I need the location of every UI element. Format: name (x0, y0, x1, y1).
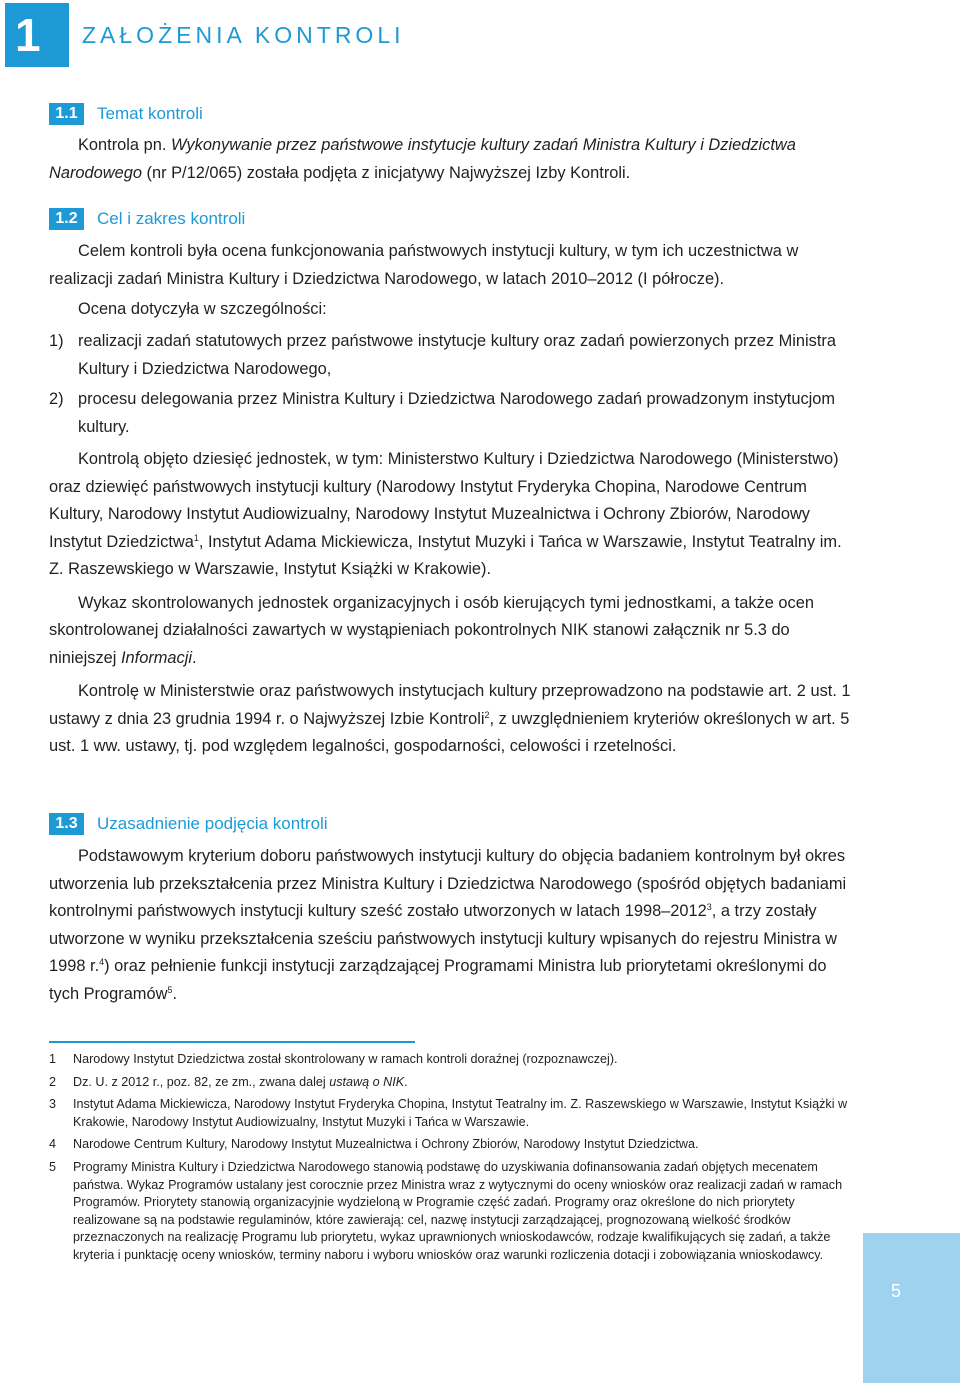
footnote-3: 3 Instytut Adama Mickiewicza, Narodowy Instytut Fryderyka Chopina, Instytut Teatralny im. Z. Raszewskiego w Warszawie, Instytut Książki w Krakowie, Narodowy Instytut Audiowizualny, Instytut Muzyki i Tańca w Warszawie. (49, 1097, 848, 1129)
paragraph: Kontrolą objęto dziesięć jednostek, w tym: Ministerstwo Kultury i Dziedzictwa Narodowego (Ministerstwo) oraz dziewięć państwowych instytucji kultury (Narodowy Instytut Fryderyka Chopina, Narodowe Centrum Kultury, Narodowy Instytut Audiowizualny, Narodowy Instytut Muzealnictwa i Ochrony Zbiorów, Narodowy Instytut Dziedzictwa$^1$, Instytut Adama Mickiewicza, Instytut Muzyki i Tańca w Warszawie, Instytut Teatralny im. Z. Raszewskiego w Warszawie, Instytut Książki w Krakowie). (49, 450, 842, 578)
section-title: Uzasadnienie podjęcia kontroli (97, 814, 328, 833)
chapter-title: ZAŁOŻENIA KONTROLI (82, 22, 405, 48)
section-number: 1.3 (49, 813, 84, 835)
page-number-box (863, 1233, 960, 1383)
paragraph: Podstawowym kryterium doboru państwowych instytucji kultury do objęcia badaniem kontrolnym był okres utworzenia lub przekształcenia przez Ministra Kultury i Dziedzictwa Narodowego (spośród objętych badaniami kontrolnymi państwowych instytucji kultury sześć zostało utworzonych w latach 1998–2012$^3$, a trzy zostały utworzone w wyniku przekształcenia sześciu państwowych instytucji kultury wpisanych do rejestru Ministra w 1998 r.$^4$) oraz pełnienie funkcji instytucji zarządzającej Programami Ministra lub priorytetami określonymi do tych Programów$^5$. (49, 847, 847, 1003)
paragraph: Kontrola pn. Wykonywanie przez państwowe instytucje kultury zadań Ministra Kultury i Dziedzictwa Narodowego (nr P/12/065) została podjęta z inicjatywy Najwyższej Izby Kontroli. (49, 136, 796, 182)
footnote-4: 4 Narodowe Centrum Kultury, Narodowy Instytut Muzealnictwa i Ochrony Zbiorów, Narodowy Instytut Dziedzictwa. (49, 1137, 699, 1152)
footnote-2: 2 Dz. U. z 2012 r., poz. 82, ze zm., zwana dalej ustawą o NIK. (49, 1074, 408, 1089)
footnotes (49, 1051, 854, 1270)
list-item: 2) procesu delegowania przez Ministra Kultury i Dziedzictwa Narodowego zadań prowadzonym instytucjom kultury. (49, 390, 836, 436)
footnote-separator (49, 1041, 415, 1043)
section-title: Temat kontroli (97, 104, 203, 123)
section-1-1-body (49, 132, 854, 187)
section-number: 1.1 (49, 103, 84, 125)
page-number: 5 (891, 1281, 902, 1301)
chapter-number-box: 1 (5, 3, 69, 67)
section-title: Cel i zakres kontroli (97, 209, 246, 228)
paragraph: Celem kontroli była ocena funkcjonowania państwowych instytucji kultury, w tym ich uczestnictwa w realizacji zadań Ministra Kultury i Dziedzictwa Narodowego, w latach 2010–2012 (I półrocze). (49, 242, 799, 288)
section-1-3-body (49, 843, 854, 1008)
section-number: 1.2 (49, 208, 84, 230)
scope-list (49, 328, 854, 441)
paragraph: Ocena dotyczyła w szczególności: (78, 300, 327, 318)
list-item: 1) realizacji zadań statutowych przez państwowe instytucje kultury oraz zadań powierzonych przez Ministra Kultury i Dziedzictwa Narodowego, (49, 332, 836, 378)
paragraph: Wykaz skontrolowanych jednostek organizacyjnych i osób kierujących tymi jednostkami, a także ocen skontrolowanej działalności zawartych w wystąpieniach pokontrolnych NIK stanowi załącznik nr 5.3 do niniejszej Informacji. (49, 593, 814, 667)
footnote-5: 5 Programy Ministra Kultury i Dziedzictwa Narodowego stanowią podstawę do uzyskiwania dofinansowania zadań objętych mecenatem państwa. Wykaz Programów ustalany jest corocznie przez Ministra wraz z wytycznymi do oceny wniosków oraz realizacji zadań w ramach Programów. Priorytety stanowią organizacyjnie wydzieloną w Programie część zadań. Programy oraz określone do nich priorytety realizowane są na podstawie regulaminów, które zawierają: cel, nazwę instytucji zarządzającej, prognozowaną wielkość środków przeznaczonych na realizację Programu lub priorytetu, wykaz uprawnionych wnioskodawców, rodzaje kwalifikujących się zadań, a także kryteria i punktację oceny wniosków, terminy naboru i wyboru wniosków oraz warunki rozliczenia dotacji i zobowiązania wnioskodawcy. (49, 1159, 843, 1262)
footnote-1: 1 Narodowy Instytut Dziedzictwa został skontrolowany w ramach kontroli doraźnej (rozpoznawczej). (49, 1052, 618, 1066)
section-1-2-body (49, 446, 854, 761)
section-1-2-intro (49, 238, 854, 324)
paragraph: Kontrolę w Ministerstwie oraz państwowych instytucjach kultury przeprowadzono na podstawie art. 2 ust. 1 ustawy z dnia 23 grudnia 1994 r. o Najwyższej Izbie Kontroli$^2$, z uwzględnieniem kryteriów określonych w art. 5 ust. 1 ww. ustawy, tj. pod względem legalności, gospodarności, celowości i rzetelności. (49, 682, 851, 755)
